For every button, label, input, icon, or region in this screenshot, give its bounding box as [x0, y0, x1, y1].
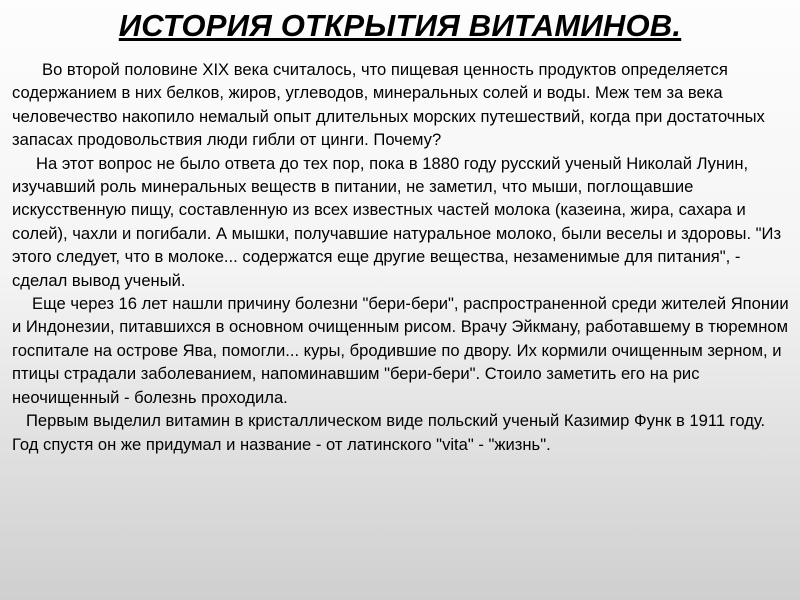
slide-body: [12, 58, 790, 456]
paragraph-1: Во второй половине XIX века считалось, что пищевая ценность продуктов определяется содержанием в них белков, жиров, углеводов, минеральных солей и воды. Меж тем за века человечество накопило немалый опыт длительных морских путешествий, когда при достаточных запасах продовольствия люди гибли от цинги. Почему?: [12, 60, 765, 150]
paragraph-4: Первым выделил витамин в кристаллическом виде польский ученый Казимир Функ в 1911 году. Год спустя он же придумал и название - от латинского "vita" - "жизнь".: [12, 411, 766, 454]
paragraph-3: Еще через 16 лет нашли причину болезни "бери-бери", распространенной среди жителей Японии и Индонезии, питавшихся в основном очищенным рисом. Врачу Эйкману, работавшему в тюремном госпитале на острове Ява, помогли... куры, бродившие по двору. Их кормили очищенным зерном, и птицы страдали заболеванием, напоминавшим "бери-бери". Стоило заметить его на рис неочищенный - болезнь проходила.: [12, 294, 789, 407]
paragraph-2: На этот вопрос не было ответа до тех пор, пока в 1880 году русский ученый Николай Лунин, изучавший роль минеральных веществ в питании, не заметил, что мыши, поглощавшие искусственную пищу, составленную из всех известных частей молока (казеина, жира, сахара и солей), чахли и погибали. А мышки, получавшие натуральное молоко, были веселы и здоровы. "Из этого следует, что в молоке... содержатся еще другие вещества, незаменимые для питания", - сделал вывод ученый.: [12, 153, 782, 290]
slide-title: ИСТОРИЯ ОТКРЫТИЯ ВИТАМИНОВ.: [118, 8, 682, 43]
